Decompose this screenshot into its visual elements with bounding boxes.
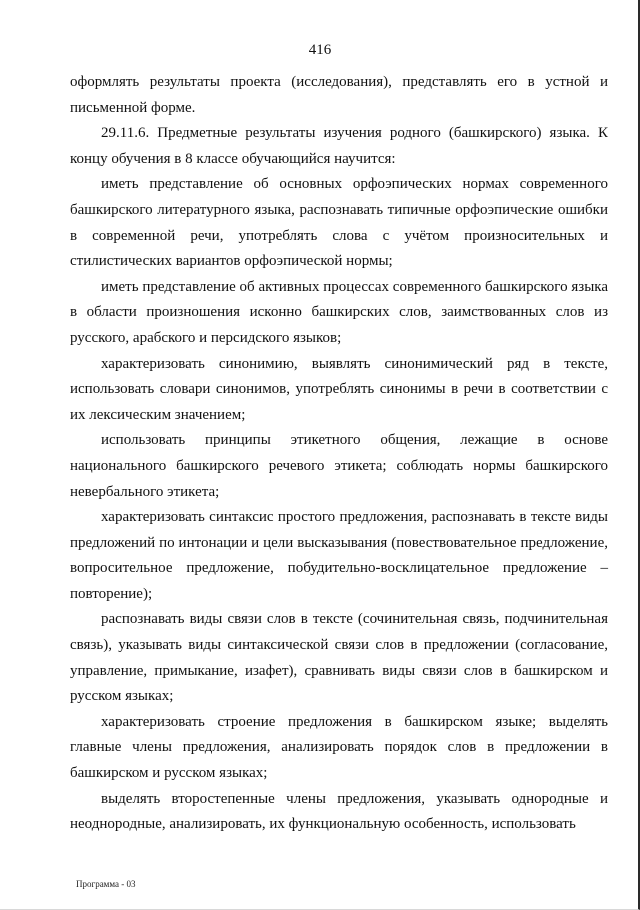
paragraph-secondary-members: выделять второстепенные члены предложения, указывать однородные и неоднородные, анализировать, их функциональную особенность, использовать (70, 790, 608, 833)
body-text (70, 70, 608, 838)
paragraph-active-processes: иметь представление об активных процессах современного башкирского языка в области произношения исконно башкирских слов, заимствованных слов из русского, арабского и персидского языков; (70, 278, 608, 346)
paragraph-sentence-structure: характеризовать строение предложения в башкирском языке; выделять главные члены предложения, анализировать порядок слов в предложении в башкирском и русском языках; (70, 713, 608, 782)
paragraph-simple-sentence-syntax: характеризовать синтаксис простого предложения, распознавать в тексте виды предложений по интонации и цели высказывания (повествовательное предложение, вопросительное предложение, побудительно-восклицательное предложение – повторение); (70, 509, 608, 602)
page-number: 416 (308, 42, 332, 58)
paragraph-orthoepic-norms: иметь представление об основных орфоэпических нормах современного башкирского литературного языка, распознавать типичные орфоэпические ошибки в современной речи, употреблять слова с учётом произносительных и стилистических вариантов орфоэпической нормы; (70, 176, 608, 270)
paragraph-word-connections: распознавать виды связи слов в тексте (сочинительная связь, подчинительная связь), указывать виды синтаксической связи слов в предложении (согласование, управление, примыкание, изафет), сравнивать виды связи слов в башкирском и русском языках; (70, 611, 608, 705)
paragraph-synonymy: характеризовать синонимию, выявлять синонимический ряд в тексте, использовать словари синонимов, употреблять синонимы в речи в соответствии с их лексическим значением; (70, 355, 608, 423)
paragraph-speech-etiquette: использовать принципы этикетного общения, лежащие в основе национального башкирского речевого этикета; соблюдать нормы башкирского невербального этикета; (70, 432, 608, 500)
paragraph-continuation: оформлять результаты проекта (исследования), представлять его в устной и письменной форме. (70, 74, 608, 116)
footer-label: Программа - 03 (76, 879, 136, 889)
paragraph-section-heading: 29.11.6. Предметные результаты изучения родного (башкирского) языка. К концу обучения в 8 классе обучающийся научится: (70, 125, 608, 167)
